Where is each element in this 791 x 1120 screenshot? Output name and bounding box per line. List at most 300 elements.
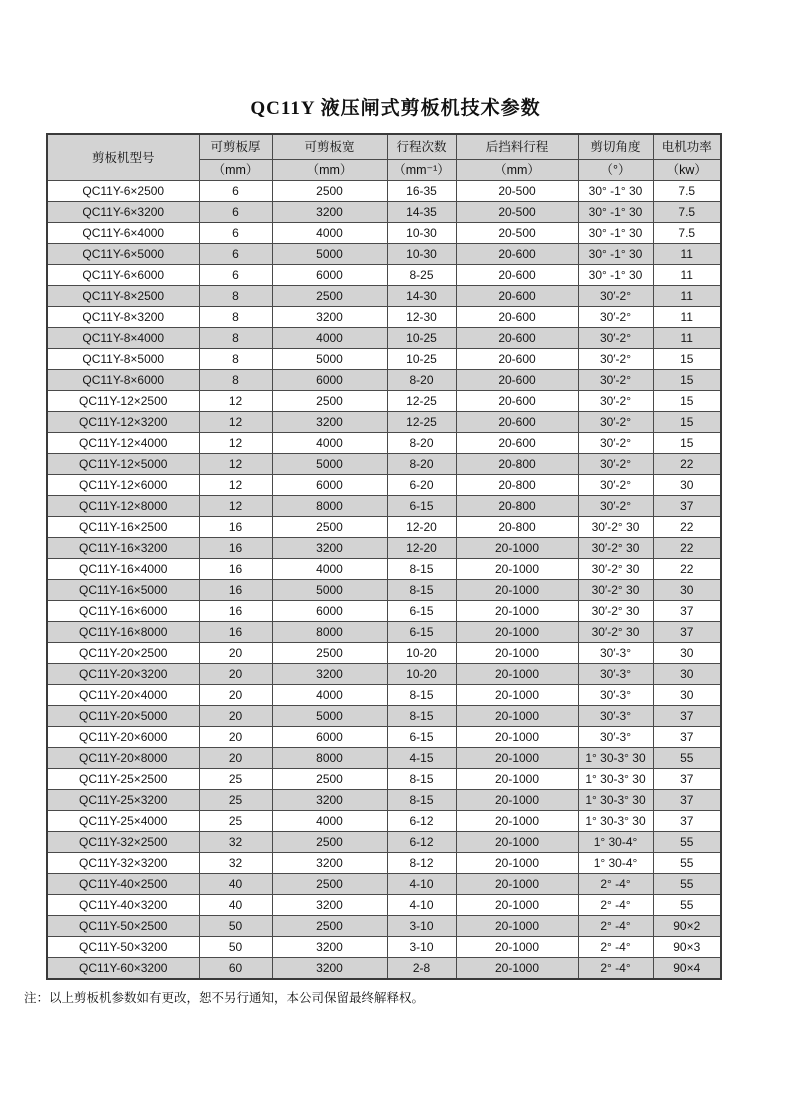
- cell-power: 30: [653, 475, 721, 496]
- table-row: [47, 895, 721, 916]
- cell-thickness: 12: [199, 391, 272, 412]
- cell-thickness: 6: [199, 244, 272, 265]
- col-unit-width: （mm）: [272, 160, 387, 181]
- cell-angle: 30′-2°: [578, 412, 653, 433]
- cell-model: QC11Y-12×5000: [47, 454, 199, 475]
- cell-thickness: 20: [199, 685, 272, 706]
- cell-width: 4000: [272, 223, 387, 244]
- cell-thickness: 6: [199, 223, 272, 244]
- table-row: [47, 202, 721, 223]
- cell-angle: 2° -4°: [578, 916, 653, 937]
- cell-thickness: 12: [199, 454, 272, 475]
- table-row: [47, 727, 721, 748]
- cell-thickness: 8: [199, 286, 272, 307]
- cell-strokes: 12-30: [387, 307, 456, 328]
- cell-strokes: 6-20: [387, 475, 456, 496]
- cell-model: QC11Y-8×5000: [47, 349, 199, 370]
- cell-model: QC11Y-6×6000: [47, 265, 199, 286]
- cell-width: 2500: [272, 391, 387, 412]
- cell-model: QC11Y-6×5000: [47, 244, 199, 265]
- table-row: [47, 643, 721, 664]
- spec-table: [46, 133, 722, 980]
- cell-strokes: 14-30: [387, 286, 456, 307]
- cell-angle: 30′-3°: [578, 706, 653, 727]
- table-row: [47, 874, 721, 895]
- col-unit-power: （kw）: [653, 160, 721, 181]
- cell-backgauge: 20-600: [456, 391, 578, 412]
- cell-angle: 30′-3°: [578, 727, 653, 748]
- cell-width: 2500: [272, 916, 387, 937]
- col-header-model: 剪板机型号: [47, 134, 199, 181]
- cell-model: QC11Y-6×2500: [47, 181, 199, 202]
- table-row: [47, 412, 721, 433]
- cell-strokes: 8-25: [387, 265, 456, 286]
- cell-thickness: 8: [199, 307, 272, 328]
- cell-power: 37: [653, 601, 721, 622]
- cell-strokes: 10-20: [387, 664, 456, 685]
- cell-strokes: 2-8: [387, 958, 456, 980]
- cell-strokes: 8-20: [387, 433, 456, 454]
- header-label-row: [47, 134, 721, 160]
- table-body: [47, 181, 721, 980]
- cell-strokes: 8-15: [387, 706, 456, 727]
- cell-backgauge: 20-600: [456, 412, 578, 433]
- cell-strokes: 8-15: [387, 559, 456, 580]
- cell-width: 2500: [272, 181, 387, 202]
- table-row: [47, 328, 721, 349]
- cell-angle: 1° 30-3° 30: [578, 748, 653, 769]
- cell-strokes: 12-25: [387, 412, 456, 433]
- cell-angle: 30′-2° 30: [578, 538, 653, 559]
- table-row: [47, 349, 721, 370]
- cell-width: 2500: [272, 286, 387, 307]
- cell-backgauge: 20-1000: [456, 706, 578, 727]
- cell-strokes: 6-12: [387, 811, 456, 832]
- cell-strokes: 8-20: [387, 370, 456, 391]
- cell-angle: 30° -1° 30: [578, 223, 653, 244]
- table-row: [47, 769, 721, 790]
- cell-strokes: 6-15: [387, 622, 456, 643]
- cell-model: QC11Y-16×4000: [47, 559, 199, 580]
- cell-thickness: 25: [199, 811, 272, 832]
- cell-backgauge: 20-1000: [456, 958, 578, 980]
- cell-strokes: 4-15: [387, 748, 456, 769]
- cell-angle: 30′-2°: [578, 391, 653, 412]
- cell-power: 30: [653, 643, 721, 664]
- cell-backgauge: 20-1000: [456, 748, 578, 769]
- table-row: [47, 496, 721, 517]
- cell-backgauge: 20-600: [456, 433, 578, 454]
- cell-thickness: 16: [199, 580, 272, 601]
- table-row: [47, 286, 721, 307]
- cell-model: QC11Y-60×3200: [47, 958, 199, 980]
- cell-power: 15: [653, 412, 721, 433]
- table-row: [47, 601, 721, 622]
- cell-width: 4000: [272, 685, 387, 706]
- cell-strokes: 8-12: [387, 853, 456, 874]
- cell-strokes: 4-10: [387, 874, 456, 895]
- cell-angle: 30′-2° 30: [578, 601, 653, 622]
- cell-backgauge: 20-1000: [456, 601, 578, 622]
- cell-power: 15: [653, 391, 721, 412]
- cell-backgauge: 20-800: [456, 454, 578, 475]
- cell-model: QC11Y-50×3200: [47, 937, 199, 958]
- cell-angle: 30′-2° 30: [578, 622, 653, 643]
- cell-strokes: 8-15: [387, 769, 456, 790]
- table-row: [47, 706, 721, 727]
- cell-backgauge: 20-1000: [456, 811, 578, 832]
- cell-width: 3200: [272, 895, 387, 916]
- cell-width: 2500: [272, 832, 387, 853]
- cell-angle: 30′-2°: [578, 454, 653, 475]
- col-unit-thickness: （mm）: [199, 160, 272, 181]
- col-header-power: 电机功率: [653, 134, 721, 160]
- cell-thickness: 12: [199, 412, 272, 433]
- cell-strokes: 8-15: [387, 790, 456, 811]
- cell-backgauge: 20-600: [456, 286, 578, 307]
- cell-power: 37: [653, 769, 721, 790]
- cell-power: 30: [653, 685, 721, 706]
- col-header-backgauge: 后挡料行程: [456, 134, 578, 160]
- cell-model: QC11Y-16×5000: [47, 580, 199, 601]
- cell-power: 22: [653, 454, 721, 475]
- cell-strokes: 16-35: [387, 181, 456, 202]
- cell-thickness: 25: [199, 769, 272, 790]
- cell-model: QC11Y-12×8000: [47, 496, 199, 517]
- cell-angle: 30′-2°: [578, 433, 653, 454]
- cell-width: 3200: [272, 664, 387, 685]
- cell-angle: 30° -1° 30: [578, 265, 653, 286]
- cell-backgauge: 20-500: [456, 181, 578, 202]
- cell-thickness: 25: [199, 790, 272, 811]
- cell-width: 4000: [272, 328, 387, 349]
- table-row: [47, 916, 721, 937]
- cell-angle: 30′-2° 30: [578, 559, 653, 580]
- cell-backgauge: 20-1000: [456, 664, 578, 685]
- cell-angle: 30° -1° 30: [578, 244, 653, 265]
- cell-power: 37: [653, 622, 721, 643]
- table-row: [47, 433, 721, 454]
- cell-thickness: 12: [199, 496, 272, 517]
- cell-angle: 2° -4°: [578, 895, 653, 916]
- cell-model: QC11Y-16×2500: [47, 517, 199, 538]
- cell-strokes: 10-20: [387, 643, 456, 664]
- cell-width: 6000: [272, 265, 387, 286]
- cell-model: QC11Y-40×2500: [47, 874, 199, 895]
- cell-backgauge: 20-800: [456, 517, 578, 538]
- cell-thickness: 6: [199, 265, 272, 286]
- cell-width: 2500: [272, 769, 387, 790]
- table-row: [47, 244, 721, 265]
- cell-model: QC11Y-8×3200: [47, 307, 199, 328]
- table-row: [47, 454, 721, 475]
- cell-model: QC11Y-8×4000: [47, 328, 199, 349]
- cell-width: 3200: [272, 202, 387, 223]
- cell-thickness: 12: [199, 475, 272, 496]
- cell-strokes: 6-15: [387, 727, 456, 748]
- cell-backgauge: 20-1000: [456, 685, 578, 706]
- cell-width: 6000: [272, 475, 387, 496]
- cell-width: 2500: [272, 874, 387, 895]
- cell-strokes: 6-12: [387, 832, 456, 853]
- cell-width: 8000: [272, 748, 387, 769]
- cell-power: 37: [653, 706, 721, 727]
- cell-angle: 30′-2°: [578, 286, 653, 307]
- cell-angle: 30′-2°: [578, 349, 653, 370]
- footnote: 注：以上剪板机参数如有更改，恕不另行通知，本公司保留最终解释权。: [24, 991, 425, 1005]
- cell-model: QC11Y-32×2500: [47, 832, 199, 853]
- cell-angle: 2° -4°: [578, 937, 653, 958]
- cell-strokes: 8-15: [387, 685, 456, 706]
- cell-thickness: 40: [199, 895, 272, 916]
- table-row: [47, 370, 721, 391]
- cell-power: 15: [653, 349, 721, 370]
- cell-width: 2500: [272, 643, 387, 664]
- cell-angle: 1° 30-3° 30: [578, 811, 653, 832]
- cell-model: QC11Y-40×3200: [47, 895, 199, 916]
- cell-backgauge: 20-800: [456, 475, 578, 496]
- cell-model: QC11Y-50×2500: [47, 916, 199, 937]
- cell-model: QC11Y-20×5000: [47, 706, 199, 727]
- cell-strokes: 3-10: [387, 916, 456, 937]
- cell-power: 55: [653, 853, 721, 874]
- cell-power: 37: [653, 811, 721, 832]
- table-row: [47, 664, 721, 685]
- cell-strokes: 6-15: [387, 601, 456, 622]
- cell-backgauge: 20-1000: [456, 769, 578, 790]
- cell-model: QC11Y-16×6000: [47, 601, 199, 622]
- cell-power: 11: [653, 265, 721, 286]
- col-header-angle: 剪切角度: [578, 134, 653, 160]
- cell-thickness: 50: [199, 937, 272, 958]
- cell-model: QC11Y-8×2500: [47, 286, 199, 307]
- cell-angle: 30° -1° 30: [578, 202, 653, 223]
- cell-power: 90×4: [653, 958, 721, 980]
- cell-backgauge: 20-600: [456, 328, 578, 349]
- cell-width: 3200: [272, 790, 387, 811]
- cell-angle: 30′-3°: [578, 643, 653, 664]
- col-header-thickness: 可剪板厚: [199, 134, 272, 160]
- cell-backgauge: 20-600: [456, 370, 578, 391]
- cell-width: 3200: [272, 412, 387, 433]
- cell-strokes: 14-35: [387, 202, 456, 223]
- cell-thickness: 8: [199, 328, 272, 349]
- cell-strokes: 8-20: [387, 454, 456, 475]
- table-row: [47, 811, 721, 832]
- page-title: QC11Y 液压闸式剪板机技术参数: [250, 98, 541, 119]
- cell-thickness: 20: [199, 643, 272, 664]
- cell-power: 30: [653, 580, 721, 601]
- cell-power: 55: [653, 748, 721, 769]
- cell-thickness: 16: [199, 517, 272, 538]
- cell-thickness: 20: [199, 748, 272, 769]
- cell-model: QC11Y-12×3200: [47, 412, 199, 433]
- cell-model: QC11Y-12×6000: [47, 475, 199, 496]
- cell-power: 37: [653, 496, 721, 517]
- cell-thickness: 50: [199, 916, 272, 937]
- cell-backgauge: 20-1000: [456, 622, 578, 643]
- table-row: [47, 685, 721, 706]
- cell-width: 5000: [272, 349, 387, 370]
- cell-angle: 30′-2°: [578, 475, 653, 496]
- cell-width: 3200: [272, 853, 387, 874]
- cell-strokes: 12-20: [387, 538, 456, 559]
- cell-strokes: 12-20: [387, 517, 456, 538]
- cell-backgauge: 20-1000: [456, 580, 578, 601]
- col-unit-strokes: （mm⁻¹）: [387, 160, 456, 181]
- table-row: [47, 832, 721, 853]
- cell-width: 4000: [272, 559, 387, 580]
- cell-power: 90×3: [653, 937, 721, 958]
- cell-width: 8000: [272, 622, 387, 643]
- cell-power: 7.5: [653, 202, 721, 223]
- cell-thickness: 32: [199, 832, 272, 853]
- cell-power: 7.5: [653, 181, 721, 202]
- cell-model: QC11Y-6×4000: [47, 223, 199, 244]
- cell-width: 3200: [272, 538, 387, 559]
- cell-width: 5000: [272, 454, 387, 475]
- cell-width: 6000: [272, 601, 387, 622]
- cell-model: QC11Y-25×3200: [47, 790, 199, 811]
- cell-strokes: 10-30: [387, 244, 456, 265]
- cell-backgauge: 20-1000: [456, 727, 578, 748]
- cell-model: QC11Y-20×6000: [47, 727, 199, 748]
- cell-angle: 1° 30-4°: [578, 832, 653, 853]
- cell-width: 4000: [272, 811, 387, 832]
- cell-model: QC11Y-16×3200: [47, 538, 199, 559]
- table-row: [47, 265, 721, 286]
- cell-model: QC11Y-8×6000: [47, 370, 199, 391]
- cell-thickness: 16: [199, 601, 272, 622]
- cell-power: 22: [653, 517, 721, 538]
- cell-power: 37: [653, 790, 721, 811]
- cell-backgauge: 20-1000: [456, 916, 578, 937]
- table-row: [47, 475, 721, 496]
- table-row: [47, 181, 721, 202]
- table-row: [47, 517, 721, 538]
- cell-strokes: 6-15: [387, 496, 456, 517]
- cell-power: 55: [653, 832, 721, 853]
- col-header-width: 可剪板宽: [272, 134, 387, 160]
- table-row: [47, 307, 721, 328]
- cell-model: QC11Y-6×3200: [47, 202, 199, 223]
- cell-model: QC11Y-12×2500: [47, 391, 199, 412]
- table-row: [47, 853, 721, 874]
- cell-power: 15: [653, 433, 721, 454]
- cell-strokes: 8-15: [387, 580, 456, 601]
- cell-strokes: 10-30: [387, 223, 456, 244]
- table-row: [47, 391, 721, 412]
- cell-backgauge: 20-1000: [456, 937, 578, 958]
- cell-width: 3200: [272, 937, 387, 958]
- cell-backgauge: 20-1000: [456, 832, 578, 853]
- cell-power: 55: [653, 895, 721, 916]
- cell-strokes: 4-10: [387, 895, 456, 916]
- table-header: [47, 134, 721, 181]
- cell-model: QC11Y-20×4000: [47, 685, 199, 706]
- table-row: [47, 559, 721, 580]
- cell-backgauge: 20-600: [456, 307, 578, 328]
- cell-backgauge: 20-500: [456, 223, 578, 244]
- col-unit-angle: （°）: [578, 160, 653, 181]
- cell-width: 5000: [272, 580, 387, 601]
- cell-angle: 30′-2°: [578, 328, 653, 349]
- col-unit-backgauge: （mm）: [456, 160, 578, 181]
- cell-thickness: 12: [199, 433, 272, 454]
- cell-angle: 2° -4°: [578, 958, 653, 980]
- cell-power: 11: [653, 307, 721, 328]
- cell-power: 30: [653, 664, 721, 685]
- cell-backgauge: 20-800: [456, 496, 578, 517]
- cell-thickness: 16: [199, 538, 272, 559]
- cell-thickness: 20: [199, 727, 272, 748]
- cell-backgauge: 20-500: [456, 202, 578, 223]
- table-row: [47, 223, 721, 244]
- cell-backgauge: 20-1000: [456, 790, 578, 811]
- cell-angle: 1° 30-3° 30: [578, 769, 653, 790]
- cell-width: 4000: [272, 433, 387, 454]
- cell-thickness: 60: [199, 958, 272, 980]
- cell-power: 11: [653, 244, 721, 265]
- cell-angle: 2° -4°: [578, 874, 653, 895]
- cell-thickness: 20: [199, 664, 272, 685]
- cell-angle: 30′-2°: [578, 307, 653, 328]
- cell-thickness: 32: [199, 853, 272, 874]
- cell-backgauge: 20-1000: [456, 874, 578, 895]
- cell-thickness: 6: [199, 202, 272, 223]
- cell-strokes: 3-10: [387, 937, 456, 958]
- cell-model: QC11Y-25×2500: [47, 769, 199, 790]
- table-row: [47, 937, 721, 958]
- cell-model: QC11Y-16×8000: [47, 622, 199, 643]
- cell-width: 3200: [272, 307, 387, 328]
- cell-angle: 30° -1° 30: [578, 181, 653, 202]
- table-row: [47, 958, 721, 980]
- cell-backgauge: 20-1000: [456, 895, 578, 916]
- cell-power: 90×2: [653, 916, 721, 937]
- cell-backgauge: 20-600: [456, 265, 578, 286]
- table-row: [47, 790, 721, 811]
- cell-backgauge: 20-1000: [456, 559, 578, 580]
- cell-thickness: 8: [199, 370, 272, 391]
- cell-model: QC11Y-20×2500: [47, 643, 199, 664]
- cell-backgauge: 20-600: [456, 244, 578, 265]
- cell-backgauge: 20-1000: [456, 538, 578, 559]
- cell-thickness: 8: [199, 349, 272, 370]
- cell-width: 6000: [272, 370, 387, 391]
- cell-power: 22: [653, 559, 721, 580]
- cell-power: 11: [653, 328, 721, 349]
- cell-power: 55: [653, 874, 721, 895]
- cell-model: QC11Y-25×4000: [47, 811, 199, 832]
- cell-thickness: 16: [199, 622, 272, 643]
- cell-width: 5000: [272, 706, 387, 727]
- cell-model: QC11Y-12×4000: [47, 433, 199, 454]
- cell-thickness: 6: [199, 181, 272, 202]
- cell-width: 2500: [272, 517, 387, 538]
- cell-backgauge: 20-1000: [456, 643, 578, 664]
- cell-strokes: 10-25: [387, 328, 456, 349]
- cell-thickness: 20: [199, 706, 272, 727]
- cell-model: QC11Y-32×3200: [47, 853, 199, 874]
- table-row: [47, 622, 721, 643]
- cell-thickness: 16: [199, 559, 272, 580]
- cell-width: 8000: [272, 496, 387, 517]
- cell-power: 7.5: [653, 223, 721, 244]
- cell-angle: 30′-2° 30: [578, 517, 653, 538]
- cell-power: 37: [653, 727, 721, 748]
- cell-angle: 1° 30-3° 30: [578, 790, 653, 811]
